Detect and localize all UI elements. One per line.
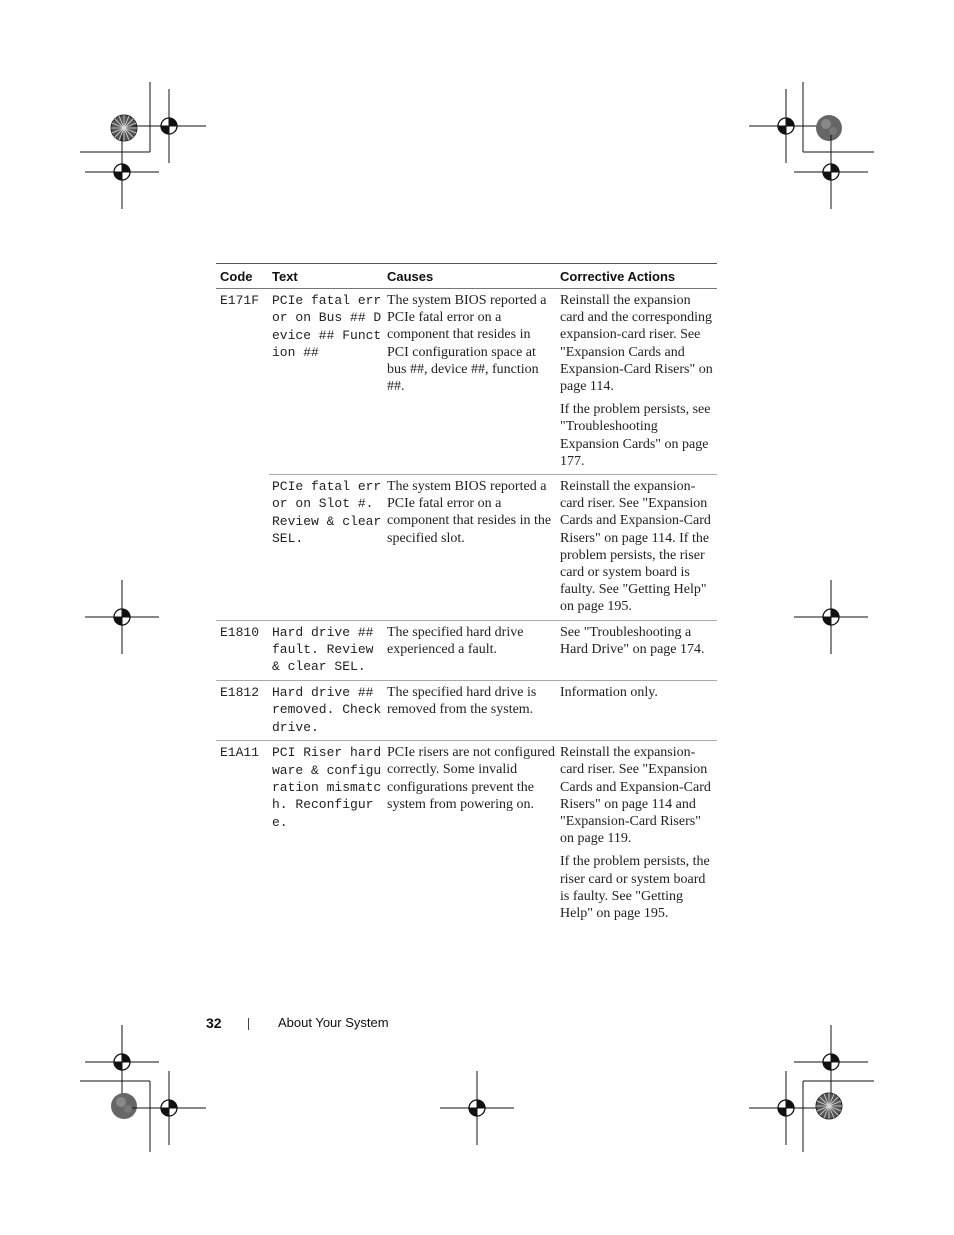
- causes-text: The system BIOS reported a PCIe fatal error on a component that resides in PCI configuration space at bus ##, device ##, function ##.: [387, 293, 547, 395]
- causes-text: PCIe risers are not configured correctly. Some invalid configurations prevent the system from powering on.: [387, 745, 555, 812]
- error-code: E1A11: [220, 745, 260, 761]
- causes-text: The specified hard drive experienced a fault.: [387, 624, 524, 657]
- message-text: Hard drive ## fault. Review & clear SEL.: [272, 624, 382, 675]
- action-paragraph: Information only.: [560, 684, 658, 700]
- action-paragraph: Reinstall the expansion-card riser. See "Expansion Cards and Expansion-Card Risers" on page 114 and "Expansion-Card Risers" on page 119.: [560, 745, 711, 847]
- color-target-icon: [816, 115, 842, 141]
- crop-line-top-right: [803, 82, 874, 152]
- error-code-table: [216, 263, 717, 926]
- causes-text: The system BIOS reported a PCIe fatal error on a component that resides in the specified slot.: [387, 479, 552, 546]
- action-paragraph: See "Troubleshooting a Hard Drive" on page 174.: [560, 624, 705, 657]
- crop-line-bottom-right: [803, 1081, 874, 1152]
- table-subrow: [269, 474, 717, 620]
- footer-divider: [248, 1018, 249, 1030]
- crop-line-top-left: [80, 82, 150, 152]
- error-code: E1810: [220, 624, 260, 640]
- star-target-icon: [816, 1093, 842, 1119]
- page-number: 32: [206, 1015, 222, 1031]
- message-text: PCIe fatal error on Slot #. Review & clear SEL.: [272, 479, 390, 547]
- table-row: [216, 681, 717, 741]
- crop-line-bottom-left: [80, 1081, 150, 1152]
- action-paragraph: Reinstall the expansion card and the corresponding expansion-card riser. See "Expansion Cards and Expansion-Card Risers" on page 114.: [560, 293, 713, 395]
- corrective-actions: [557, 621, 717, 680]
- message-text: Hard drive ## removed. Check drive.: [272, 684, 390, 735]
- action-paragraph: If the problem persists, the riser card or system board is faulty. See "Getting Help" on page 195.: [560, 854, 710, 921]
- corrective-actions: [557, 741, 717, 926]
- table-row: [216, 289, 717, 621]
- header-text: Text: [272, 268, 298, 284]
- section-title: About Your System: [278, 1015, 389, 1030]
- crosshair-icon: [132, 1071, 206, 1145]
- action-paragraph: If the problem persists, see "Troubleshooting Expansion Cards" on page 177.: [560, 402, 711, 469]
- header-code: Code: [220, 268, 253, 284]
- crosshair-icon: [85, 580, 159, 654]
- crosshair-icon: [794, 135, 868, 209]
- table-row: [216, 621, 717, 681]
- crosshair-icon: [794, 1025, 868, 1099]
- header-actions: Corrective Actions: [560, 268, 676, 284]
- error-code: E1812: [220, 684, 260, 700]
- table-header: [216, 264, 717, 289]
- table-row: [216, 741, 717, 926]
- error-code: E171F: [220, 293, 260, 308]
- action-paragraph: Reinstall the expansion-card riser. See "Expansion Cards and Expansion-Card Risers" on page 114. If the problem persists, the riser card or system board is faulty. See "Getting Help" on page 195.: [560, 479, 711, 615]
- crosshair-icon: [85, 135, 159, 209]
- causes-text: The specified hard drive is removed from the system.: [387, 684, 537, 718]
- corrective-actions: [557, 475, 717, 620]
- crosshair-icon: [794, 580, 868, 654]
- message-text: PCIe fatal error on Bus ## Device ## Function ##: [272, 293, 382, 361]
- table-subrow: [269, 289, 717, 474]
- corrective-actions: [557, 681, 717, 740]
- color-target-icon: [111, 1093, 137, 1119]
- crosshair-icon: [440, 1071, 514, 1145]
- crosshair-icon: [85, 1025, 159, 1099]
- crosshair-icon: [749, 1071, 823, 1145]
- header-causes: Causes: [387, 268, 434, 284]
- star-target-icon: [111, 115, 137, 141]
- corrective-actions: [557, 289, 717, 474]
- message-text: PCI Riser hardware & configuration mismatch. Reconfigure.: [272, 745, 382, 830]
